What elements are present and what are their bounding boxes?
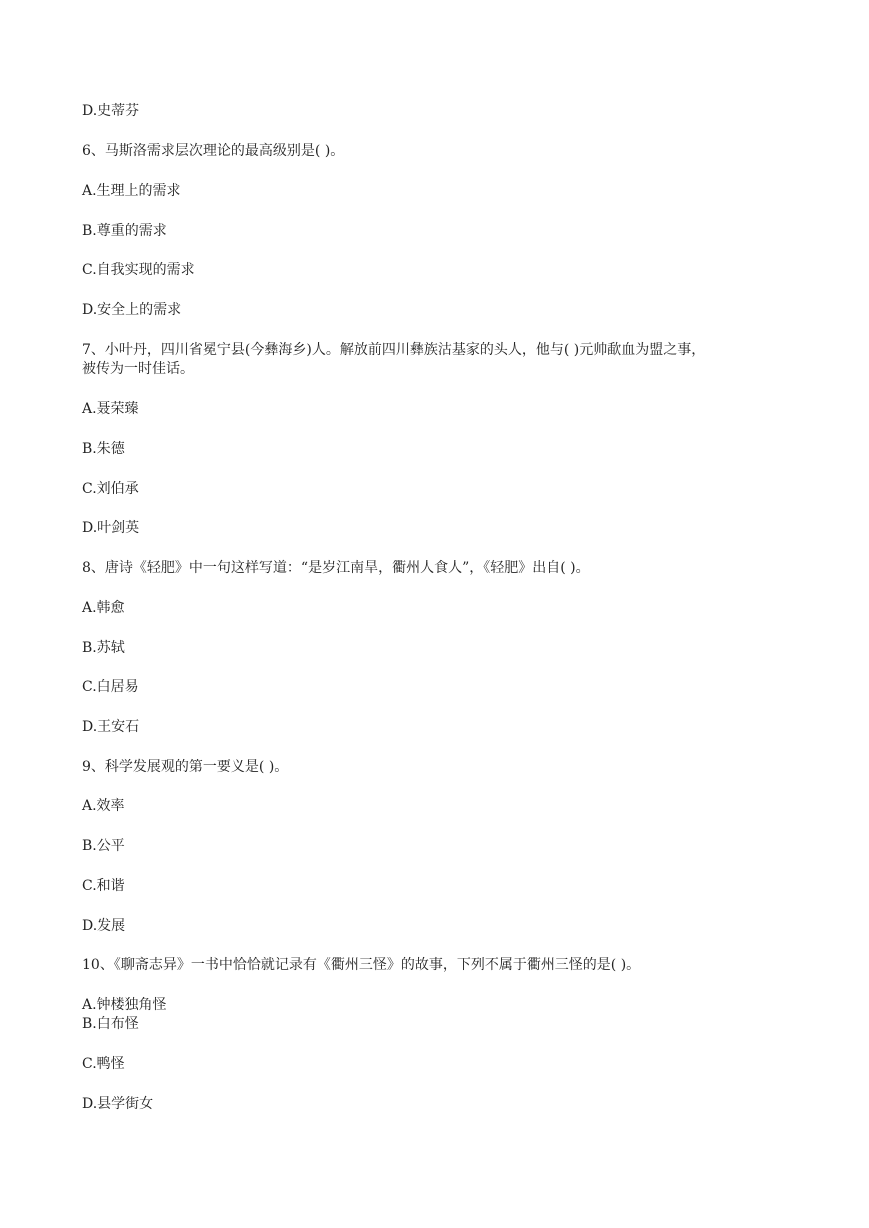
- q9-option-a: A.效率: [82, 798, 125, 814]
- question-9: 9、科学发展观的第一要义是( )。: [82, 759, 289, 775]
- q10-option-b: B.白布怪: [82, 1016, 139, 1032]
- question-7-line-2: 被传为一时佳话。: [82, 361, 194, 377]
- q8-option-d: D.王安石: [82, 719, 140, 735]
- q7-option-d: D.叶剑英: [82, 520, 140, 536]
- question-8: 8、唐诗《轻肥》中一句这样写道：“是岁江南旱，衢州人食人”，《轻肥》出自( )。: [82, 560, 590, 576]
- q10-option-a: A.钟楼独角怪: [82, 997, 167, 1013]
- q9-option-d: D.发展: [82, 918, 126, 934]
- q8-option-b: B.苏轼: [82, 640, 125, 656]
- q6-option-a: A.生理上的需求: [82, 183, 181, 199]
- q6-option-d: D.安全上的需求: [82, 302, 182, 318]
- question-10: 10、《聊斋志异》一书中恰恰就记录有《衢州三怪》的故事，下列不属于衢州三怪的是( )。: [82, 957, 641, 973]
- q9-option-b: B.公平: [82, 838, 125, 854]
- q10-option-d: D.县学街女: [82, 1096, 154, 1112]
- q7-option-c: C.刘伯承: [82, 481, 139, 497]
- q7-option-a: A.聂荣臻: [82, 401, 139, 417]
- question-7-line-1: 7、小叶丹，四川省冕宁县(今彝海乡)人。解放前四川彝族沽基家的头人，他与( )元帅歃血为盟之事，: [82, 342, 706, 358]
- q7-option-b: B.朱德: [82, 441, 125, 457]
- q10-option-c: C.鸭怪: [82, 1056, 125, 1072]
- q9-option-c: C.和谐: [82, 878, 125, 894]
- option-prev-d: D.史蒂芬: [82, 103, 140, 119]
- q8-option-c: C.白居易: [82, 679, 139, 695]
- q8-option-a: A.韩愈: [82, 600, 125, 616]
- question-6: 6、马斯洛需求层次理论的最高级别是( )。: [82, 143, 345, 159]
- q6-option-c: C.自我实现的需求: [82, 262, 195, 278]
- q6-option-b: B.尊重的需求: [82, 223, 167, 239]
